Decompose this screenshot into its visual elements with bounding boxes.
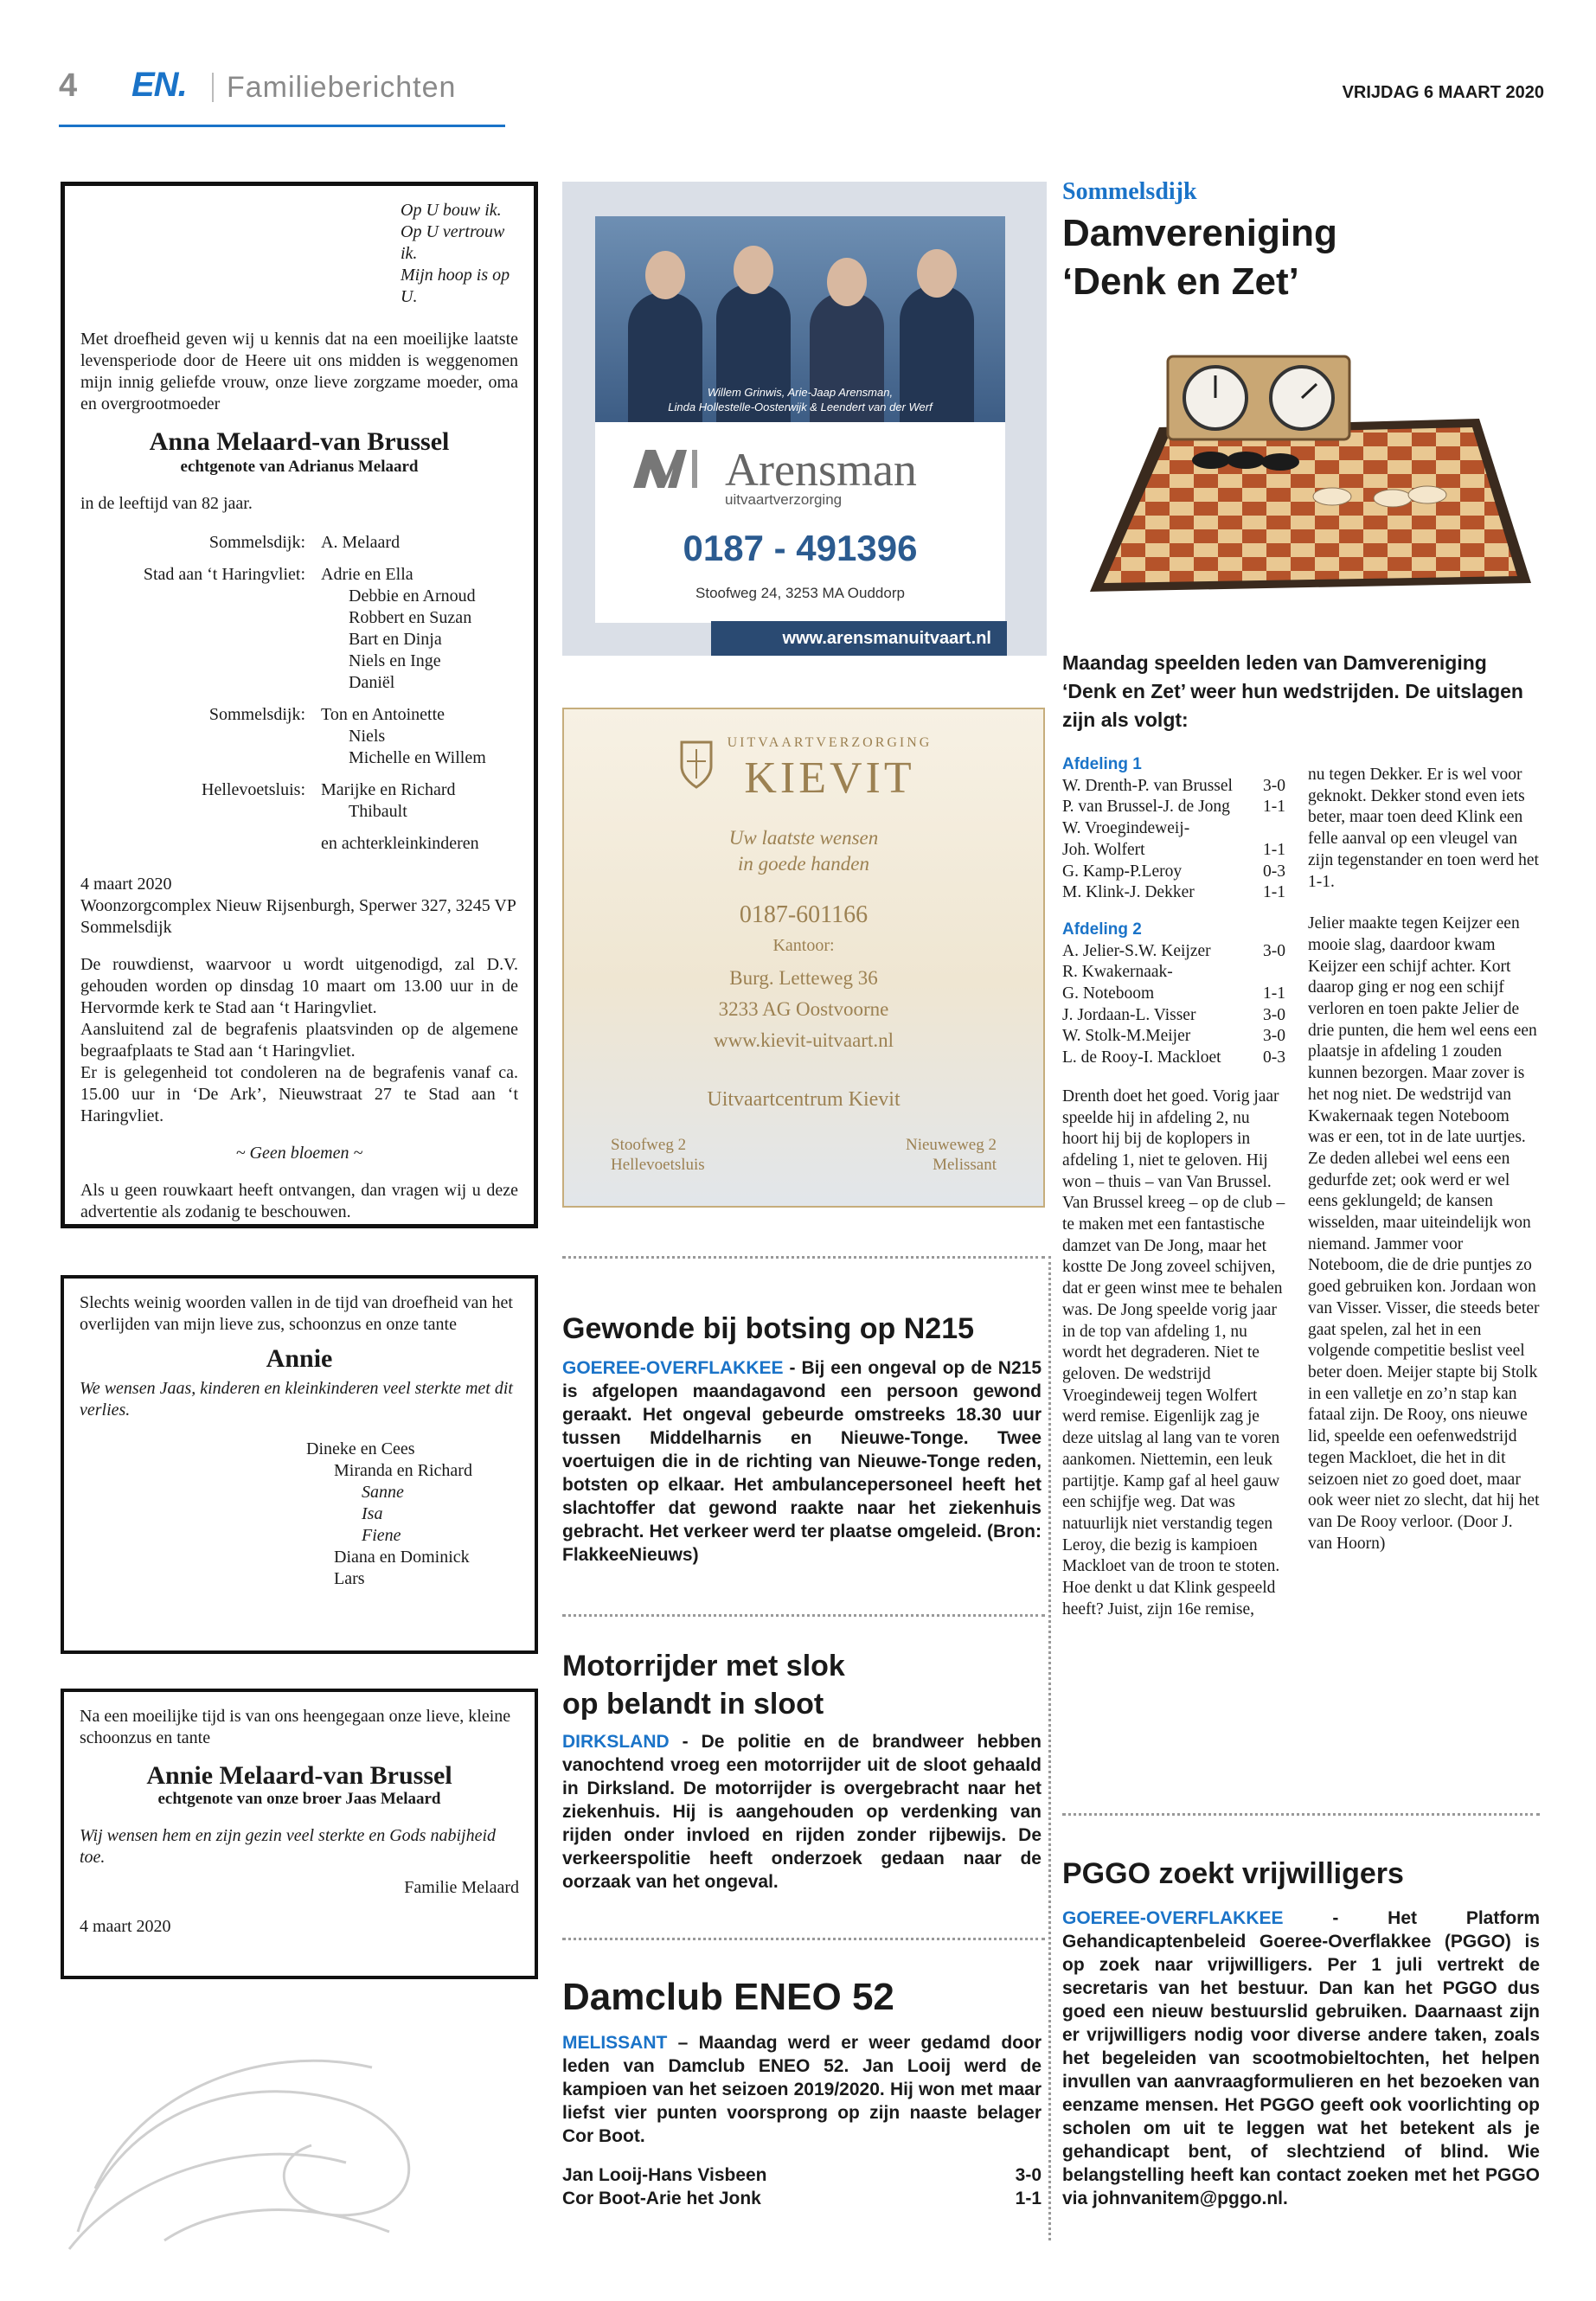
separator xyxy=(562,1614,1045,1617)
decorative-swirl xyxy=(61,2016,458,2258)
result-row: Cor Boot-Arie het Jonk 1-1 xyxy=(562,2189,1042,2208)
kievit-slogan-1: Uw laatste wensen xyxy=(728,827,879,849)
separator xyxy=(562,1938,1045,1940)
dam-column-1 xyxy=(1062,754,1285,1620)
burial-info: Aansluitend zal de begrafenis plaatsvinden op de algemene begraafplaats te Stad aan ‘t Haringvliet. xyxy=(80,1020,518,1061)
kievit-website: www.kievit-uitvaart.nl xyxy=(713,1029,894,1051)
notice-wish: We wensen Jaas, kinderen en kleinkinderen veel sterkte met dit verlies. xyxy=(80,1379,513,1420)
staff-photo xyxy=(595,216,1005,422)
article-motorrijder xyxy=(562,1647,1042,1894)
result-row: G. Noteboom 1-1 xyxy=(1062,984,1285,1003)
article-location: Sommelsdijk xyxy=(1062,178,1197,205)
kievit-brand: KIEVIT xyxy=(744,753,915,803)
kievit-office-label: Kantoor: xyxy=(772,936,835,955)
notice-intro: Met droefheid geven wij u kennis dat na een moeilijke laatste levensperiode door de Heere uit ons midden is weggenomen mijn innig geliefde vrouw, onze lieve zorgzame moeder, oma en overgrootmoeder xyxy=(80,330,518,413)
afdeling-1-heading: Afdeling 1 xyxy=(1062,755,1142,773)
arensman-brand: Arensman xyxy=(725,444,917,496)
result-row: P. van Brussel-J. de Jong 1-1 xyxy=(1062,798,1285,817)
signers: Dineke en Cees Miranda en Richard Sanne Isa Fiene Diana en Dominick Lars xyxy=(306,1439,472,1588)
result-row: G. Kamp-P.Leroy 0-3 xyxy=(1062,862,1285,881)
article-kicker: DIRKSLAND xyxy=(562,1732,670,1752)
draughts-board-photo xyxy=(1073,349,1540,600)
article-lead: Maandag speelden leden van Damvereniging ‘Denk en Zet’ weer hun wedstrijden. De uitslagen zijn als volgt: xyxy=(1062,651,1523,731)
article-body: Drenth doet het goed. Vorig jaar speelde hij in afdeling 2, nu hoort hij bij de koplopers in afdeling 1, niet te geloven. Hij won – thuis – van Van Brussel. Van Brussel kreeg – op de club – te maken met een fantastische damzet van De Jong, maar het kostte De Jong zoveel schijven, dat er geen winst mee te behalen was. De Jong speelde vorig jaar in de top van afdeling 1, nu wordt het degraderen. Niet te geloven. De wedstrijd Vroegindeweij tegen Wolfert werd remise. Eigenlijk zag je deze uitslag al lang van te voren aankomen. Niettemin, een leuk partijtje. Kamp gaf al heel gauw een schijfje weg. Dat was natuurlijk niet verstandig tegen Leroy, die bezig is kampioen Mackloet van de troon te stoten. Hoe denkt u dat Klink gespeeld heeft? Juist, zijn 16e remise, xyxy=(1062,1086,1285,1618)
article-title: Damclub ENEO 52 xyxy=(562,1976,894,2018)
page-number: 4 xyxy=(59,67,78,104)
photo-caption-2: Linda Hollestelle-Oosterwijk & Leendert van der Werf xyxy=(668,401,933,413)
kievit-location-1: Stoofweg 2 Hellevoetsluis xyxy=(611,1136,705,1174)
article-body: – Maandag werd er weer gedamd door leden van Damclub ENEO 52. Jan Looij werd de kampioen van het seizoen 2019/2020. Hij won met maar liefst vier punten voorsprong op zijn naaste belager Cor Boot. xyxy=(562,2033,1042,2146)
result-row: W. Vroegindeweij- xyxy=(1062,819,1190,838)
article-body: - Bij een ongeval op de N215 is afgelopen maandagavond een persoon gewond geraakt. Het ongeval gebeurde omstreeks 18.30 uur tussen Middelharnis en Nieuwe-Tonge. Twee voertuigen die in de richting van Nieuwe-Tonge reden, botsten op elkaar. Het ambulancepersoneel heeft het slachtoffer dat gewond raakte naar het ziekenhuis gebracht. Het verkeer werd ter plaatse omgeleid. (Bron: FlakkeeNieuws) xyxy=(562,1358,1042,1565)
header-divider xyxy=(212,73,214,102)
notice-address: Woonzorgcomplex Nieuw Rijsenburgh, Sperwer 327, 3245 VP Sommelsdijk xyxy=(80,896,516,937)
issue-date: VRIJDAG 6 MAART 2020 xyxy=(1342,83,1544,102)
article-kicker: GOEREE-OVERFLAKKEE xyxy=(562,1358,784,1378)
article-body: - De politie en de brandweer hebben vanochtend vroeg een motorrijder uit de sloot gehaald in Dirksland. De motorrijder is overgebracht naar het ziekenhuis. Hij is aangehouden op verdenking van rijden onder invloed en rijden zonder rijbewijs. De verkeerspolitie heeft onderzoek gedaan naar de oorzaak van het ongeval. xyxy=(562,1732,1042,1892)
article-title: PGGO zoekt vrijwilligers xyxy=(1062,1857,1404,1890)
photo-caption-1: Willem Grinwis, Arie-Jaap Arensman, xyxy=(707,386,894,399)
newspaper-logo: EN. xyxy=(131,66,187,104)
closing-note: Als u geen rouwkaart heeft ontvangen, dan vragen wij u deze advertentie als zodanig te beschouwen. xyxy=(80,1181,518,1221)
spouse-line: echtgenote van onze broer Jaas Melaard xyxy=(157,1790,441,1808)
result-row: W. Stolk-M.Meijer 3-0 xyxy=(1062,1027,1285,1046)
deceased-name: Annie xyxy=(266,1344,333,1373)
kievit-phone: 0187-601166 xyxy=(739,901,869,928)
dam-column-2 xyxy=(1308,765,1540,1554)
arensman-address: Stoofweg 24, 3253 MA Ouddorp xyxy=(695,585,905,601)
article-title-1: Motorrijder met slok xyxy=(562,1650,845,1682)
result-row: Joh. Wolfert 1-1 xyxy=(1062,840,1285,859)
arensman-logo-icon xyxy=(633,450,713,488)
spouse-line: echtgenote van Adrianus Melaard xyxy=(180,458,419,476)
arensman-phone: 0187 - 491396 xyxy=(683,528,918,568)
notice-date: 4 maart 2020 xyxy=(80,1917,171,1936)
article-title-2: ‘Denk en Zet’ xyxy=(1062,260,1299,303)
article-body: - Het Platform Gehandicaptenbeleid Goeree-Overflakkee (PGGO) is op zoek naar vrijwilligers. Per 1 juli vertrekt de secretaris van het bestuur. Dan kan het PGGO dus goed een nieuw bestuurslid gebruiken. Daarnaast zijn er vrijwilligers nodig voor diverse andere taken, zoals het begeleiden van scootmobieltochten, het helpen invullen van aanvraagformulieren en het bezoeken van eenzame mensen. Het PGGO geeft ook voorlichting op scholen om uit te leggen wat het betekent als je gehandicapt bent, of slechtziend of blind. Wie belangstelling heeft kan contact zoeken met het PGGO via johnvanitem@pggo.nl. xyxy=(1062,1908,1540,2208)
article-title-2: op belandt in sloot xyxy=(562,1688,824,1721)
article-damvereniging-header xyxy=(1062,178,1540,306)
article-pggo xyxy=(1062,1855,1540,2210)
ad-arensman xyxy=(562,182,1047,656)
separator xyxy=(1062,1813,1540,1816)
article-body: Jelier maakte tegen Keijzer een mooie slag, daardoor kwam Keijzer een schijf achter. Kort daarop ging er nog een schijf verloren en toen pakte Jelier de drie punten, die hem wel eens een plaatsje in afdeling 1 zouden kunnen bezorgen. Maar zover is het nog niet. De wedstrijd van Kwakernaak tegen Noteboom was er een, tot in de late uurtjes. Ze deden allebei wel eens een gedurfde zet; ook werd er wel eens geklungeld; de kansen wisselden, maar uiteindelijk won niemand. Jammer voor Noteboom, die de drie puntjes zo goed gebruiken kon. Jordaan won van Visser. Visser, die steeds beter gaat spelen, zal het in een volgende competitie beslist veel beter doen. Meijer stapte bij Stolk in een valletje en zo’n stap kan fataal zijn. De Rooy, ons nieuwe lid, speelde een oefenwedstrijd tegen Mackloet, die het in dit seizoen niet zo goed doet, maar ook weer niet zo slecht, dat hij het van De Rooy verloor. (Door J. van Hoorn) xyxy=(1308,914,1540,1553)
notice-intro: Slechts weinig woorden vallen in de tijd van droefheid van het overlijden van mijn lieve zus, schoonzus en onze tante xyxy=(80,1293,513,1334)
age-line: in de leeftijd van 82 jaar. xyxy=(80,494,253,513)
service-info: De rouwdienst, waarvoor u wordt uitgenodigd, zal D.V. gehouden worden op dinsdag 10 maart om 13.00 uur in de Hervormde kerk te Stad aan ‘t Haringvliet. xyxy=(80,955,518,1017)
death-notice-anna: Op U bouw ik. Op U vertrouw ik. Mijn hoop is op U. Met droefheid geven wij u kennis dat na een moeilijke laatste levensperiode door de Heere uit ons midden is weggenomen mijn innig geliefde vrouw, onze lieve zorgzame moeder, oma en overgrootmoeder Anna Melaard-van Brussel echtgenote van Adrianus Melaard in de leeftijd van 82 jaar. Sommelsdijk: A. Melaard Stad aan ‘t Haringvliet: Adrie en Ella Debbie en Arnoud Robbert en Suzan Bart en Dinja Niels en Inge Daniël Sommelsdijk: Ton en Antoinette Niels Michelle en Willem Hellevoetsluis: Marijke en Richard Thibault en achterkleinkinderen 4 maart 2020 Woonzorgcomplex Nieuw Rijsenburgh, Sperwer 327, 3245 VP Sommelsdijk De rouwdienst, waarvoor u wordt uitgenodigd, zal D.V. gehouden worden op dinsdag 10 maart om 13.00 uur in de Hervormde kerk te Stad aan ‘t Haringvliet. Aansluitend zal de begrafenis plaatsvinden op de algemene begraafplaats te Stad aan ‘t Haringvliet. Er is gelegenheid tot condoleren na de begrafenis vanaf ca. 15.00 uur in ‘De Ark’, Nieuwstraat 27 te Stad aan ‘t Haringvliet. ~ Geen bloemen ~ Als u geen rouwkaart heeft ontvangen, dan vragen wij u deze advertentie als zodanig te beschouwen. xyxy=(61,182,538,1228)
notice-verse: Op U bouw ik. Op U vertrouw ik. Mijn hoop is op U. xyxy=(401,201,510,306)
kievit-city: 3233 AG Oostvoorne xyxy=(718,998,889,1020)
result-row: W. Drenth-P. van Brussel 3-0 xyxy=(1062,776,1285,795)
article-kicker: GOEREE-OVERFLAKKEE xyxy=(1062,1908,1284,1928)
result-row: Jan Looij-Hans Visbeen 3-0 xyxy=(562,2165,1042,2185)
kievit-slogan-2: in goede handen xyxy=(737,853,869,875)
family-list: Sommelsdijk: A. Melaard xyxy=(208,533,401,552)
article-body: nu tegen Dekker. Er is wel voor geknokt. Dekker stond even iets beter, maar toen deed Klink een felle aanval op een vleugel van zijn tegenstander en toen werd het 1-1. xyxy=(1308,766,1539,891)
article-n215 xyxy=(562,1310,1042,1567)
result-row: R. Kwakernaak- xyxy=(1062,963,1173,982)
kievit-street: Burg. Letteweg 36 xyxy=(729,967,878,989)
result-row: J. Jordaan-L. Visser 3-0 xyxy=(1062,1005,1285,1024)
deceased-name: Anna Melaard-van Brussel xyxy=(149,427,450,456)
kievit-tagline: UITVAARTVERZORGING xyxy=(727,735,933,750)
condolence-info: Er is gelegenheid tot condoleren na de begrafenis vanaf ca. 15.00 uur in ‘De Ark’, Nieuwstraat 27 te Stad aan ‘t Haringvliet. xyxy=(80,1063,518,1125)
death-notice-annie xyxy=(61,1275,538,1654)
result-row: A. Jelier-S.W. Keijzer 3-0 xyxy=(1062,941,1285,960)
article-kicker: MELISSANT xyxy=(562,2033,668,2053)
signed-by: Familie Melaard xyxy=(404,1878,519,1897)
section-title: Familieberichten xyxy=(227,71,457,104)
article-title-1: Damvereniging xyxy=(1062,212,1337,254)
notice-intro: Na een moeilijke tijd is van ons heengegaan onze lieve, kleine schoonzus en tante xyxy=(80,1707,511,1747)
afdeling-2-heading: Afdeling 2 xyxy=(1062,920,1142,939)
arensman-subtitle: uitvaartverzorging xyxy=(725,491,843,508)
no-flowers: ~ Geen bloemen ~ xyxy=(235,1144,363,1163)
deceased-name: Annie Melaard-van Brussel xyxy=(146,1761,452,1790)
results-list xyxy=(562,2163,1042,2210)
header-rule xyxy=(59,125,505,127)
notice-wish: Wij wensen hem en zijn gezin veel sterkte en Gods nabijheid toe. xyxy=(80,1826,497,1867)
ad-kievit xyxy=(562,708,1045,1208)
column-divider xyxy=(1048,1256,1051,2240)
result-row: L. de Rooy-I. Mackloet 0-3 xyxy=(1062,1048,1285,1067)
arensman-website: www.arensmanuitvaart.nl xyxy=(711,621,1007,656)
article-eneo xyxy=(562,1974,1042,2210)
notice-date: 4 maart 2020 xyxy=(80,875,172,894)
kievit-centre: Uitvaartcentrum Kievit xyxy=(707,1088,901,1111)
article-title: Gewonde bij botsing op N215 xyxy=(562,1312,975,1345)
separator xyxy=(562,1256,1045,1259)
death-notice-family xyxy=(61,1689,538,1979)
kievit-location-2: Nieuweweg 2 Melissant xyxy=(906,1136,997,1174)
result-row: M. Klink-J. Dekker 1-1 xyxy=(1062,883,1285,902)
